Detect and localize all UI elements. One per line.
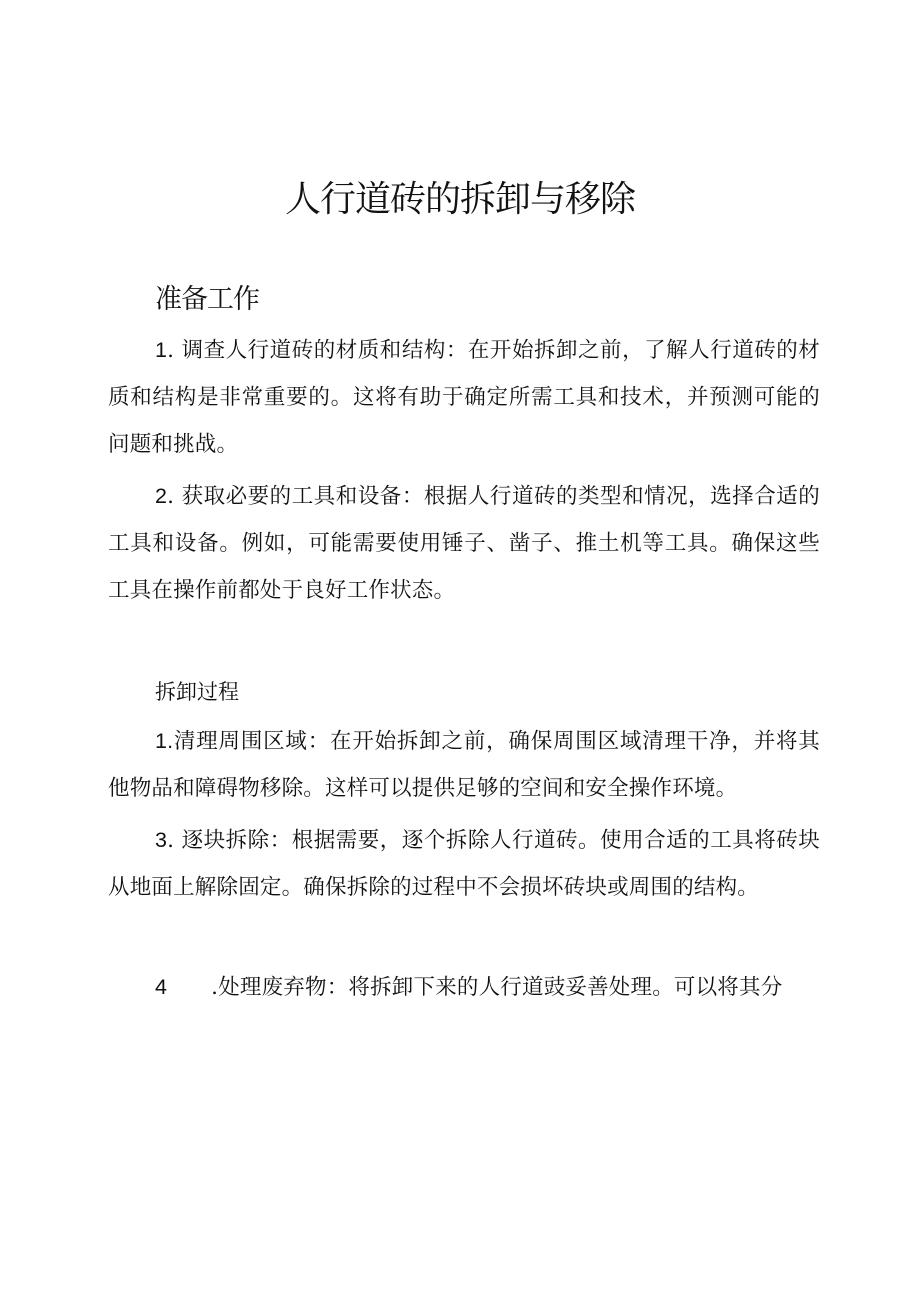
paragraph-prep-2 — [108, 473, 820, 614]
paragraph-text: . 调查人行道砖的材质和结构：在开始拆卸之前，了解人行道砖的材质和结构是非常重要的。这将有助于确定所需工具和技术，并预测可能的问题和挑战。 — [108, 338, 820, 457]
paragraph-number: 2 — [155, 484, 168, 508]
section-heading-preparation: 准备工作 — [155, 284, 259, 315]
paragraph-text: .处理废弃物：将拆卸下来的人行道豉妥善处理。可以将其分 — [211, 975, 783, 1000]
paragraph-number: 4 — [155, 975, 168, 999]
paragraph-removal-4 — [108, 964, 820, 1011]
document-title: 人行道砖的拆卸与移除 — [284, 179, 635, 220]
paragraph-removal-1 — [108, 718, 820, 812]
paragraph-removal-3 — [108, 817, 820, 911]
paragraph-text: . 逐块拆除：根据需要，逐个拆除人行道砖。使用合适的工具将砖块从地面上解除固定。确保拆除的过程中不会损坏砖块或周围的结构。 — [108, 828, 820, 900]
paragraph-text: . 获取必要的工具和设备：根据人行道砖的类型和情况，选择合适的工具和设备。例如，可能需要使用锤子、凿子、推土机等工具。确保这些工具在操作前都处于良好工作状态。 — [108, 484, 820, 603]
paragraph-number: 1 — [155, 338, 168, 362]
paragraph-text: 清理周围区域：在开始拆卸之前，确保周围区域清理干净，并将其他物品和障碍物移除。这样可以提供足够的空间和安全操作环境。 — [108, 729, 820, 801]
paragraph-number: 1. — [155, 729, 174, 753]
section-heading-removal: 拆卸过程 — [155, 680, 239, 704]
paragraph-prep-1 — [108, 327, 820, 468]
paragraph-number: 3 — [155, 828, 168, 852]
